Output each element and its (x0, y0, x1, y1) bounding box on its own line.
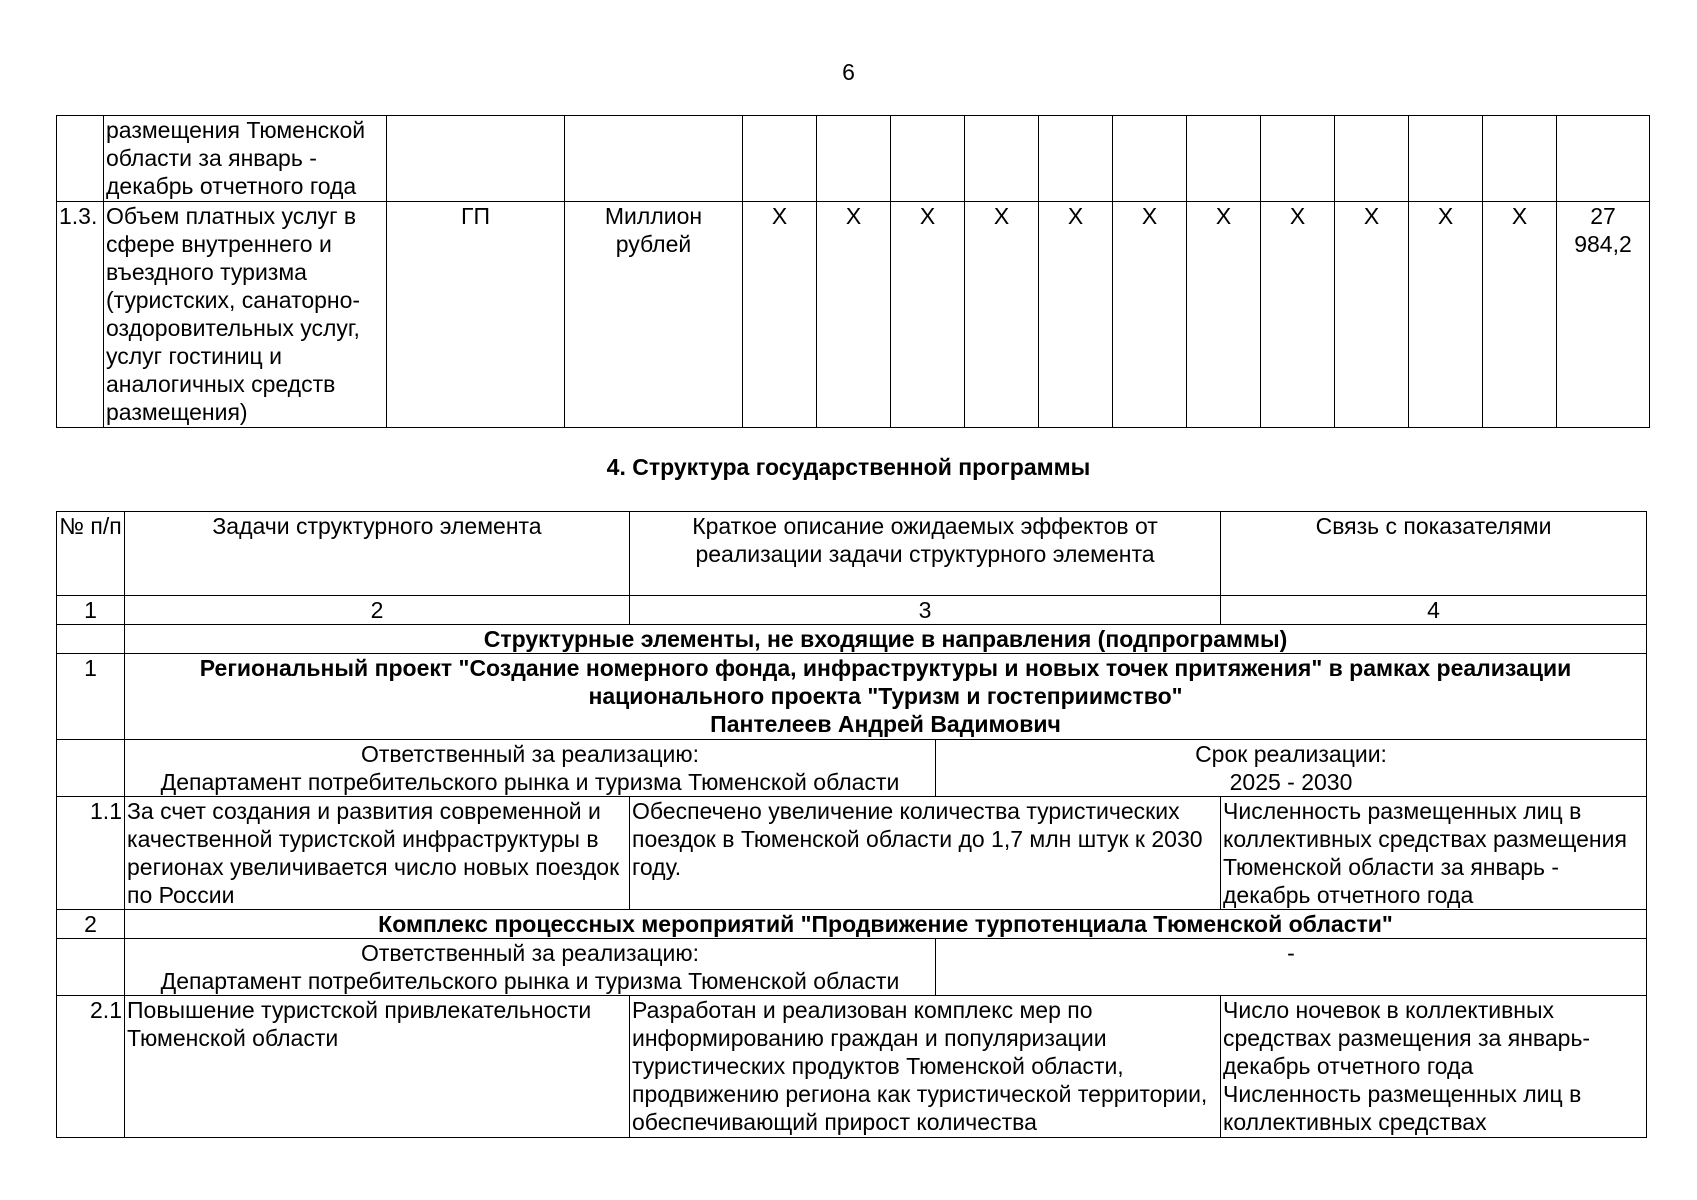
indicator-number: 1.3. (57, 202, 104, 428)
x-mark: X (817, 202, 891, 428)
column-number: 3 (630, 596, 1221, 625)
table-row (57, 202, 1650, 428)
header-tasks: Задачи структурного элемента (125, 512, 630, 596)
x-mark: X (1113, 202, 1187, 428)
column-number: 4 (1221, 596, 1647, 625)
x-mark: X (1039, 202, 1113, 428)
task-row (57, 996, 1647, 1138)
project-title: Региональный проект "Создание номерного фонда, инфраструктуры и новых точек притяжения" в рамках реализации национального проекта "Туризм и гостеприимство" (199, 655, 1572, 709)
x-mark: X (1409, 202, 1483, 428)
term-label: Срок реализации: (1195, 741, 1387, 767)
project-person: Пантелеев Андрей Вадимович (710, 711, 1061, 737)
group-row (57, 625, 1647, 654)
task-link: Численность размещенных лиц в коллективных средствах размещения Тюменской области за январь - декабрь отчетного года (1221, 797, 1647, 910)
header-row (57, 512, 1647, 596)
complex-title: Комплекс процессных мероприятий "Продвижение турпотенциала Тюменской области" (125, 910, 1647, 939)
indicator-level: ГП (387, 202, 565, 428)
structure-table (56, 511, 1647, 1138)
task-number: 2.1 (57, 996, 125, 1138)
responsible-department: Департамент потребительского рынка и туризма Тюменской области (160, 769, 900, 795)
task-effect: Разработан и реализован комплекс мер по информированию граждан и популяризации туристических продуктов Тюменской области, продвижению региона как туристической территории, обеспечивающий прирост количества (630, 996, 1221, 1138)
indicator-unit: Миллион рублей (565, 202, 743, 428)
header-effects: Краткое описание ожидаемых эффектов от реализации задачи структурного элемента (630, 512, 1221, 596)
x-mark: X (1261, 202, 1335, 428)
x-mark: X (743, 202, 817, 428)
complex-number: 2 (57, 910, 125, 939)
responsible-department: Департамент потребительского рынка и туризма Тюменской области (160, 968, 900, 994)
responsible-cell (125, 740, 936, 797)
task-text: Повышение туристской привлекательности Тюменской области (125, 996, 630, 1138)
column-number: 1 (57, 596, 125, 625)
indicator-name-continuation: размещения Тюменской области за январь - декабрь отчетного года (104, 116, 387, 202)
responsible-row (57, 939, 1647, 996)
term-value: - (936, 939, 1647, 996)
task-link-cell (1221, 996, 1647, 1138)
task-number: 1.1 (57, 797, 125, 910)
indicators-table (56, 115, 1650, 428)
project-row (57, 654, 1647, 740)
header-link: Связь с показателями (1221, 512, 1647, 596)
x-mark: X (1187, 202, 1261, 428)
header-num: № п/п (57, 512, 125, 596)
x-mark: X (891, 202, 965, 428)
responsible-row (57, 740, 1647, 797)
task-row (57, 797, 1647, 910)
column-number: 2 (125, 596, 630, 625)
task-link: Число ночевок в коллективных средствах размещения за январь-декабрь отчетного года (1223, 997, 1591, 1079)
project-number: 1 (57, 654, 125, 740)
x-mark: X (1483, 202, 1557, 428)
task-link: Численность размещенных лиц в коллективных средствах (1223, 1081, 1582, 1135)
term-cell (936, 740, 1647, 797)
responsible-label: Ответственный за реализацию: (360, 741, 699, 767)
task-effect: Обеспечено увеличение количества туристических поездок в Тюменской области до 1,7 млн штук к 2030 году. (630, 797, 1221, 910)
project-title-cell (125, 654, 1647, 740)
table-row (57, 116, 1650, 202)
complex-row (57, 910, 1647, 939)
column-number-row (57, 596, 1647, 625)
responsible-label: Ответственный за реализацию: (360, 940, 699, 966)
indicator-value: 27 984,2 (1557, 202, 1650, 428)
indicator-name: Объем платных услуг в сфере внутреннего и въездного туризма (туристских, санаторно-оздоровительных услуг, услуг гостиниц и аналогичных средств размещения) (104, 202, 387, 428)
term-value: 2025 - 2030 (1229, 769, 1353, 795)
page-number: 6 (842, 59, 855, 85)
responsible-cell (125, 939, 936, 996)
section-title: 4. Структура государственной программы (606, 454, 1091, 480)
x-mark: X (1335, 202, 1409, 428)
task-text: За счет создания и развития современной и качественной туристской инфраструктуры в регионах увеличивается число новых поездок по России (125, 797, 630, 910)
x-mark: X (965, 202, 1039, 428)
group-title: Структурные элементы, не входящие в направления (подпрограммы) (125, 625, 1647, 654)
